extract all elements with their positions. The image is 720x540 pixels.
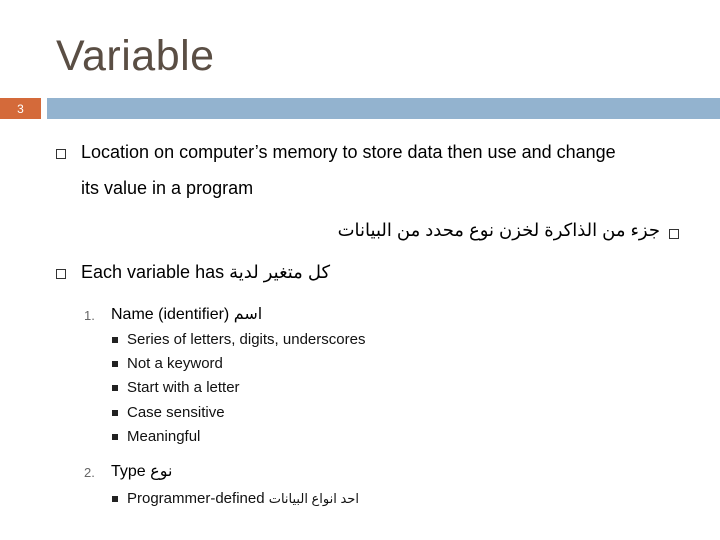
- hollow-square-bullet-icon: [669, 229, 679, 239]
- hollow-square-bullet-icon: [56, 269, 66, 279]
- filled-square-bullet-icon: [112, 496, 118, 502]
- slide-title: Variable: [56, 32, 215, 80]
- filled-square-bullet-icon: [112, 385, 118, 391]
- list-item: Not a keyword: [127, 355, 223, 372]
- numbered-item-label: Type: [111, 463, 146, 480]
- filled-square-bullet-icon: [112, 361, 118, 367]
- bullet-2-arabic: كل متغير لدية: [229, 262, 331, 282]
- list-item: Start with a letter: [127, 379, 240, 396]
- numbered-item-type: [111, 461, 172, 481]
- numbered-item-arabic: نوع: [150, 463, 173, 480]
- list-number: 2.: [84, 465, 95, 480]
- numbered-item-name: [111, 304, 262, 324]
- filled-square-bullet-icon: [112, 410, 118, 416]
- list-number: 1.: [84, 308, 95, 323]
- filled-square-bullet-icon: [112, 337, 118, 343]
- bullet-1-line-2: its value in a program: [81, 178, 254, 198]
- list-item: [127, 490, 359, 507]
- list-item: Case sensitive: [127, 404, 225, 421]
- bullet-1-line-1: Location on computer’s memory to store data then use and change: [81, 142, 616, 162]
- list-item-text: Programmer-defined: [127, 490, 265, 507]
- filled-square-bullet-icon: [112, 434, 118, 440]
- numbered-item-arabic: اسم: [233, 306, 263, 323]
- bullet-2: [81, 262, 330, 283]
- list-item: Meaningful: [127, 428, 201, 445]
- slide-number: 3: [0, 98, 41, 119]
- bullet-2-text: Each variable has: [81, 262, 225, 282]
- list-item-arabic: احد انواع البيانات: [268, 491, 359, 506]
- hollow-square-bullet-icon: [56, 149, 66, 159]
- header-bar: [47, 98, 720, 119]
- list-item: Series of letters, digits, underscores: [127, 331, 366, 348]
- numbered-item-label: Name (identifier): [111, 306, 230, 323]
- bullet-1-arabic: جزء من الذاكرة لخزن نوع محدد من البيانات: [337, 220, 660, 240]
